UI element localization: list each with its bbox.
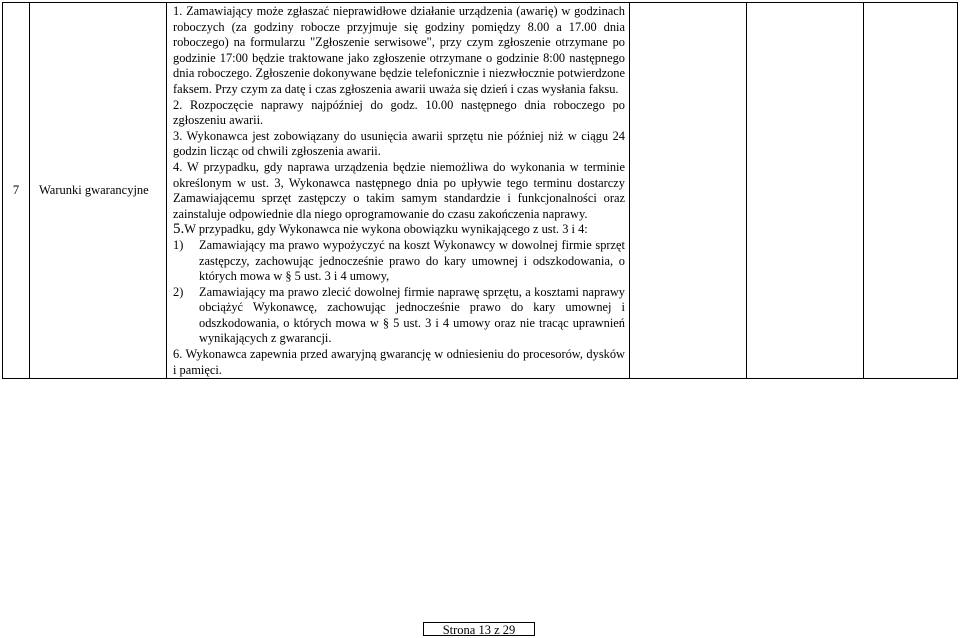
paragraph-2: 2. Rozpoczęcie naprawy najpóźniej do godz. 10.00 następnego dnia roboczego po zgłoszeniu awarii. (173, 97, 625, 128)
page-footer: Strona 13 z 29 (423, 622, 535, 636)
list-item-label: 1) (173, 237, 184, 252)
paragraph-5-text: W przypadku, gdy Wykonawca nie wykona obowiązku wynikającego z ust. 3 i 4: (184, 222, 588, 237)
paragraph-3: 3. Wykonawca jest zobowiązany do usunięcia awarii sprzętu nie później niż w ciągu 24 godzin licząc od chwili zgłoszenia awarii. (173, 128, 625, 159)
empty-cell (864, 3, 958, 379)
paragraph-6: 6. Wykonawca zapewnia przed awaryjną gwarancję w odniesieniu do procesorów, dysków i pamięci. (173, 347, 625, 377)
paragraph-5-number: 5. (173, 221, 185, 238)
list-item (173, 238, 625, 285)
paragraph-5 (173, 222, 625, 238)
row-number: 7 (3, 3, 30, 379)
table-row (3, 3, 958, 379)
specification-table (2, 2, 958, 379)
empty-cell (630, 3, 747, 379)
list-item-label: 2) (173, 284, 184, 299)
list-item-text: Zamawiający ma prawo wypożyczyć na koszt Wykonawcy w dowolnej firmie sprzęt zastępczy, zachowując jednocześnie prawo do kary umownej i odszkodowania, o których mowa w § 5 ust. 3 i 4 umowy, (199, 237, 625, 284)
paragraph-4: 4. W przypadku, gdy naprawa urządzenia będzie niemożliwa do wykonania w terminie określonym w ust. 3, Wykonawca następnego dnia po upływie tego terminu dostarczy Zamawiającemu sprzęt zastępczy o takim samym standardzie i funkcjonalności oraz zainstaluje odpowiednie dla niego oprogramowanie do czasu zakończenia naprawy. (173, 159, 625, 221)
empty-cell (747, 3, 864, 379)
paragraph-1: 1. Zamawiający może zgłaszać nieprawidłowe działanie urządzenia (awarię) w godzinach roboczych (za godziny robocze przyjmuje się godziny pomiędzy 8.00 a 17.00 dnia roboczego) na formularzu "Zgłoszenie serwisowe", przy czym zgłoszenie otrzymane po godzinie 17:00 będzie traktowane jako zgłoszenie otrzymane o godzinie 8:00 następnego dnia roboczego. Zgłoszenie dokonywane będzie telefonicznie i niezwłocznie potwierdzone faksem. Przy czym za datę i czas zgłoszenia awarii uważa się dzień i czas wysłania faksu. (173, 4, 625, 96)
row-name: Warunki gwarancyjne (30, 3, 167, 379)
list-item-text: Zamawiający ma prawo zlecić dowolnej firmie naprawę sprzętu, a kosztami naprawy obciążyć Wykonawcę, zachowując jednocześnie prawo do kary umownej i odszkodowania, o których mowa w § 5 ust. 3 i 4 umowy oraz nie tracąc uprawnień wynikających z gwarancji. (199, 284, 625, 346)
requirements-cell (167, 3, 630, 379)
list-item (173, 285, 625, 347)
